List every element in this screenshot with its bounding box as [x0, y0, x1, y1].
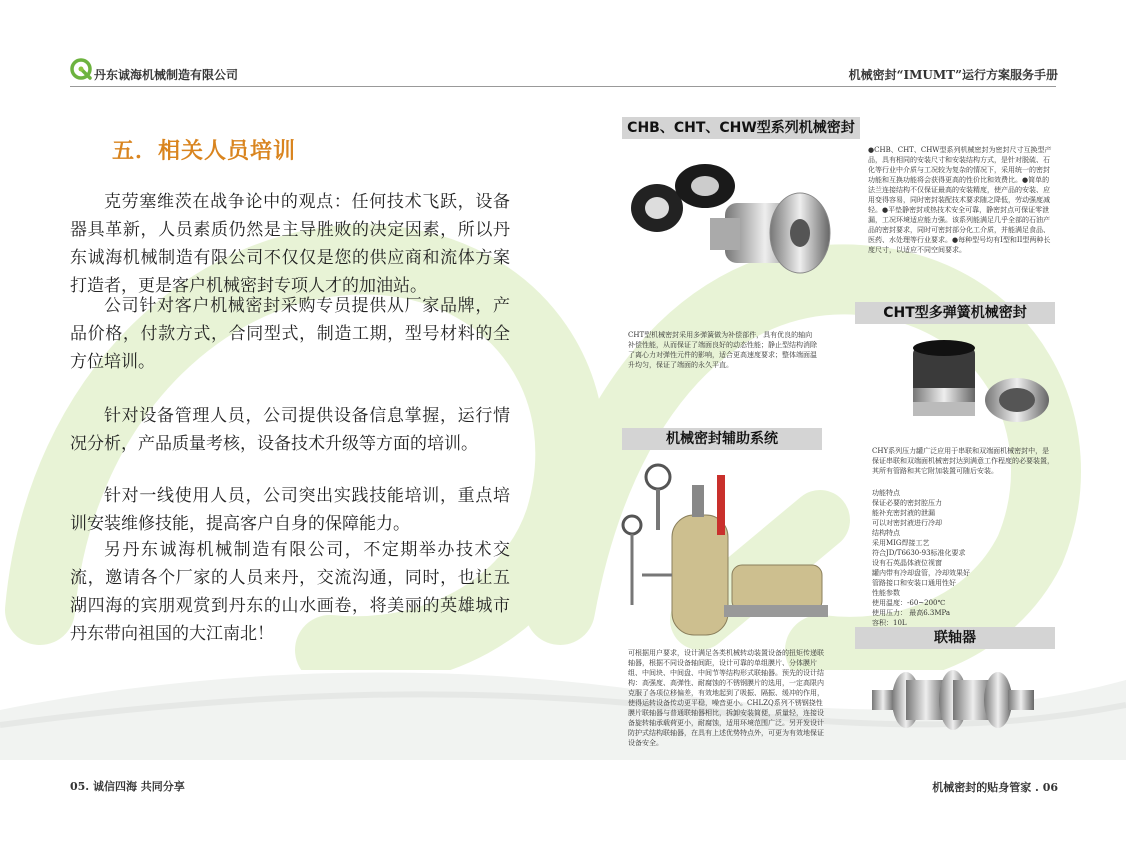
label-cht-series: CHT型多弹簧机械密封 [855, 302, 1055, 324]
company-logo-icon [70, 58, 92, 80]
company-name: 丹东诚海机械制造有限公司 [94, 68, 239, 82]
header-divider [70, 86, 1056, 87]
feature-item: 结构特点 [872, 529, 900, 537]
feature-item: 符合JD/T6630-93标准化要求 [872, 549, 966, 557]
cht-seal-photo [905, 338, 1055, 430]
label-coupling: 联轴器 [855, 627, 1055, 649]
feature-item: 容积：10L [872, 619, 907, 627]
footer-right: 机械密封的贴身管家 . 06 [932, 781, 1058, 794]
label-chb-series: CHB、CHT、CHW型系列机械密封 [622, 117, 860, 139]
feature-item: 可以对密封液进行冷却 [872, 519, 942, 527]
features-heading: 功能特点 [872, 489, 900, 497]
paragraph-purchasing: 公司针对客户机械密封采购专员提供从厂家品牌，产品价格，付款方式，合同型式，制造工期，型号材料的全方位培训。 [70, 296, 510, 372]
paragraph-management: 针对设备管理人员，公司提供设备信息掌握，运行情况分析，产品质量考核，设备技术升级等方面的培训。 [70, 406, 510, 454]
feature-item: 性能参数 [872, 589, 900, 597]
aux-system-photo [612, 455, 832, 645]
paragraph-exchange: 另丹东诚海机械制造有限公司，不定期举办技术交流，邀请各个厂家的人员来丹，交流沟通，同时，也让五湖四海的宾朋观赏到丹东的山水画卷，将美丽的英雄城市丹东带向祖国的大江南北！ [70, 540, 510, 644]
footer-left: 05. 诚信四海 共同分享 [70, 780, 185, 793]
chb-seal-photo [625, 158, 835, 298]
feature-item: 使用温度：-60~200℃ [872, 599, 946, 607]
feature-item: 能补充密封液的泄漏 [872, 509, 935, 517]
feature-item: 管路接口和安装口通用性好 [872, 579, 956, 587]
feature-item: 设有石英晶体液位视窗 [872, 559, 942, 567]
aux-features [872, 488, 1054, 638]
chb-description: ●CHB、CHT、CHW型系列机械密封为密封尺寸互换型产品，具有相同的安装尺寸和安装结构方式，是针对脱硫、石化等行业中介质与工况较为复杂的情况下，采用统一的密封功能和互换功能将会获得更高的性价比和效费比。●简单的法兰连接结构不仅保证最高的安装精度，使产品的安装、应用变得容易，同时密封装配技术要求随之降低，劳动强度减轻。●平垫静密封或热技术安全可靠，静密封点可保证零泄漏，工况环境适应能力强。该系列能满足几乎全部的石油产品的密封要求，同时可密封部分化工介质，并能满足食品、医药、水处理等行业要求。●每种型号均有I型和II型两种长度尺寸，以适应不同空间要求。 [868, 146, 1052, 254]
feature-item: 使用压力： 最高6.3MPa [872, 609, 951, 617]
coupling-description: 可根据用户要求，设计满足各类机械转动装置设备的扭矩传递联轴器，根据不同设备轴间距，设计可靠的单组膜片、分体膜片组、中间块、中间盘、中间节等结构形式联轴器。预先的设计结构：高强度、高弹性、耐腐蚀的不锈钢膜片的选用，一定高限内克服了各项位移偏差，有效地起到了吸振、隔振、缓冲的作用，使得运转设备传动更平稳，噪音更小。CHLZQ系列不锈钢挠性膜片联轴器与普通联轴器相比，拆卸安装简便，质量轻，连接设备旋转轴承载荷更小，耐腐蚀，适用环境范围广泛。另开发设计防护式结构联轴器，在具有上述优势特点外，可更为有效地保证设备安全。 [628, 649, 824, 747]
paragraph-intro: 克劳塞维茨在战争论中的观点：任何技术飞跃，设备器具革新，人员素质仍然是主导胜败的决定因素，所以丹东诚海机械制造有限公司不仅仅是您的供应商和流体方案打造者，更是客户机械密封专项人才的加油站。 [70, 192, 510, 296]
feature-item: 采用MIG焊接工艺 [872, 539, 930, 547]
feature-item: 罐内带有冷却盘管，冷却效果好 [872, 569, 970, 577]
section-title: 五．相关人员培训 [112, 138, 297, 164]
feature-item: 保证必要的密封腔压力 [872, 499, 942, 507]
label-aux-system: 机械密封辅助系统 [622, 428, 822, 450]
aux-description: CHY系列压力罐广泛应用于串联和双端面机械密封中，是保证串联和双端面机械密封达到满意工作程度的必要装置，其所有管路和其它附加装置可随后安装。 [872, 447, 1054, 475]
coupling-photo [868, 660, 1038, 740]
paragraph-frontline: 针对一线使用人员，公司突出实践技能培训，重点培训安装维修技能，提高客户自身的保障能力。 [70, 486, 510, 534]
manual-title: 机械密封“IMUMT”运行方案服务手册 [848, 68, 1058, 82]
cht-description: CHT型机械密封采用多弹簧做为补偿部件，具有优良的轴向补偿性能，从而保证了端面良好的动态性能；静止型结构消除了离心力对弹性元件的影响，适合更高速度要求；整体端面温升均匀，保证了端面的永久平直。 [628, 331, 817, 369]
